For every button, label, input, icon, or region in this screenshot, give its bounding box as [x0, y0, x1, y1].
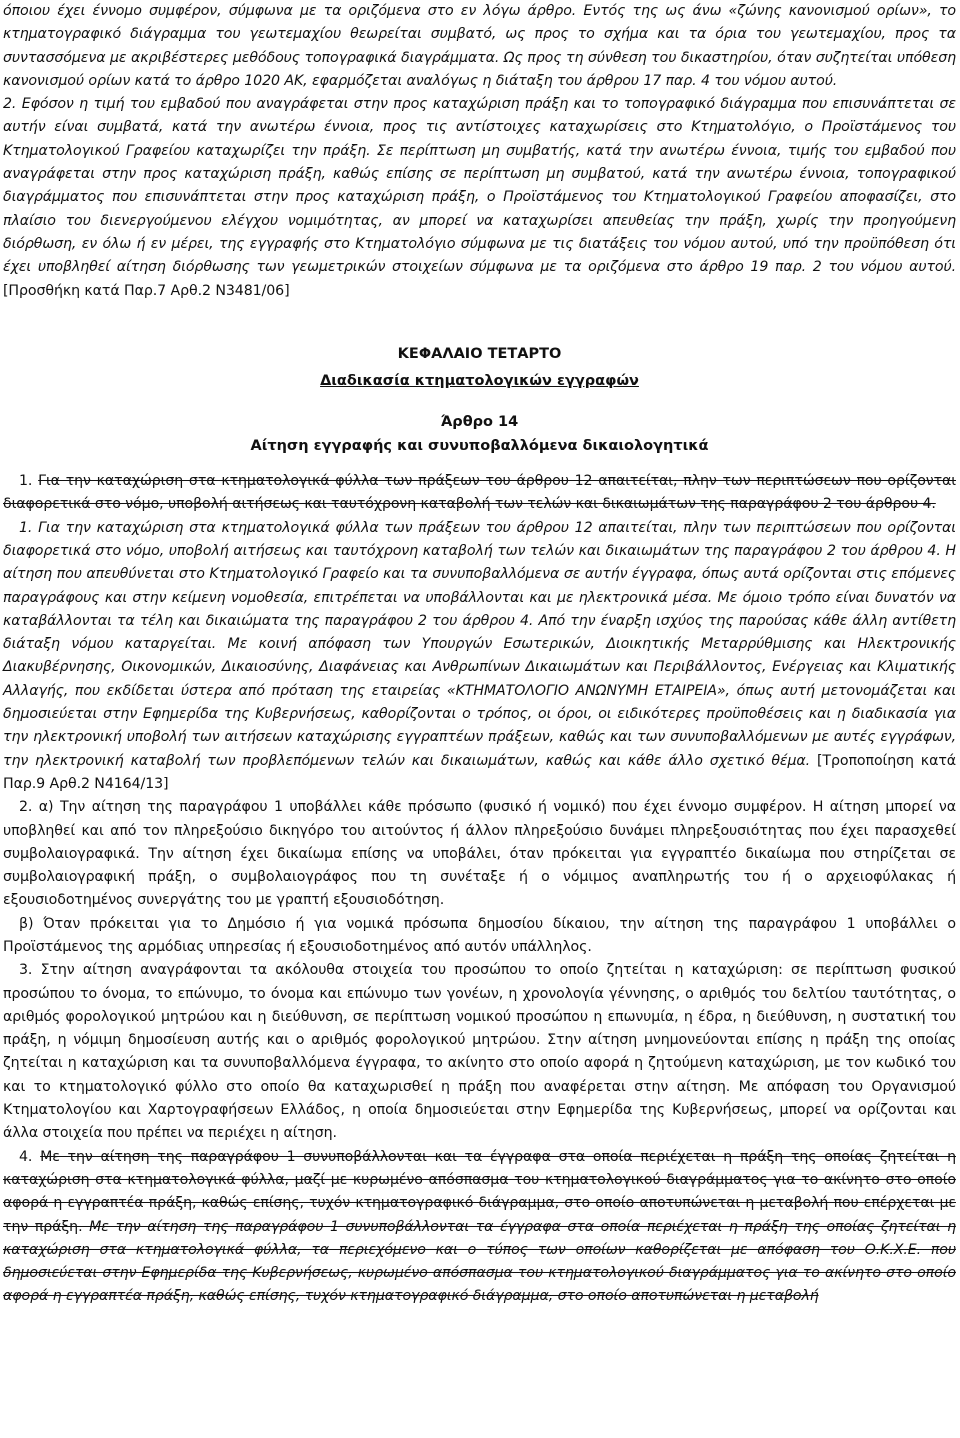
amendment-note: [Τροποποίηση κατά Παρ.9 Αρθ.2 Ν4164/13] — [3, 752, 957, 792]
article-p1-deleted — [3, 470, 956, 517]
deleted-text: Για την καταχώριση στα κτηματολογικά φύλλα των πράξεων του άρθρου 12 απαιτείται, πλην των περιπτώσεων που ορίζονται διαφορετικά στο νόμο, υποβολή αιτήσεως και ταυτόχρονη καταβολή των τελών και δικαιωμάτων της παραγράφου 2 του άρθρου 4. — [3, 473, 956, 513]
paragraph-text: 2. Εφόσον η τιμή του εμβαδού που αναγράφεται στην προς καταχώριση πράξη και το τοπογραφικό διάγραμμα που επισυνάπτεται σε αυτήν είναι συμβατά, κατά την ανωτέρω έννοια, προς τις αντίστοιχες καταχωρίσεις στο Κτηματολόγιο, ο Προϊστάμενος του Κτηματολογικού Γραφείου καταχωρίζει την πράξη. Σε περίπτωση μη συμβατής, κατά την ανωτέρω έννοια, τιμής του εμβαδού που αναγράφεται στην προς καταχώριση πράξη, καθώς επίσης σε περίπτωση μη συμβατού, κατά την ανωτέρω έννοια, τοπογραφικού διαγράμματος που επισυνάπτεται στην προς καταχώριση πράξη, ο Προϊστάμενος του Κτηματολογικού Γραφείου αποφασίζει, στο πλαίσιο του διενεργούμενου ελέγχου νομιμότητας, αν μπορεί να καταχωρίσει απευθείας την πράξη, χωρίς την προηγούμενη διόρθωση, εν όλω ή εν μέρει, της εγγραφής στο Κτηματολόγιο σύμφωνα με τις διατάξεις του νόμου αυτού, υπό την προϋπόθεση ότι έχει υποβληθεί αίτηση διόρθωσης των γεωμετρικών στοιχείων σύμφωνα με τα οριζόμενα στο άρθρο 19 παρ. 2 του νόμου αυτού. — [3, 96, 956, 276]
paragraph-2 — [3, 93, 956, 303]
deleted-text-italic: Με την αίτηση της παραγράφου 1 συνυποβάλλονται τα έγγραφα στα οποία περιέχεται η πράξη της οποίας ζητείται η καταχώριση στα κτηματολογικά φύλλα, τα περιεχόμενο και ο τύπος των οποίων καθορίζεται με απόφαση του Ο.Κ.Χ.Ε. που δημοσιεύεται στην Εφημερίδα της Κυβερνήσεως, κυρωμένο απόσπασμα του κτηματολογικού διαγράμματος για το ακίνητο στο οποίο αφορά η εγγραπτέα πράξη, καθώς επίσης, τυχόν κτηματογραφικό διάγραμμα, στο οποίο αποτυπώνεται η μεταβολή — [3, 1218, 957, 1305]
article-p2a: 2. α) Την αίτηση της παραγράφου 1 υποβάλλει κάθε πρόσωπο (φυσικό ή νομικό) που έχει έννομο συμφέρον. Η αίτηση μπορεί να υποβληθεί και από τον πληρεξούσιο δικηγόρο του αιτούντος ή άλλον πληρεξούσιο δυνάμει πληρεξουσιότητας που έχει παρασχεθεί συμβολαιογραφικά. Την αίτηση έχει δικαίωμα επίσης να υποβάλει, όταν πρόκειται για εγγραπτέο δικαίωμα που στηρίζεται σε συμβολαιογραφική πράξη, ο συμβολαιογράφος που τη συνέταξε ή ο νόμιμος αναπληρωτής του ή ο αρχειοφύλακας ή εξουσιοδοτημένος συνεργάτης του με γραπτή εξουσιοδότηση. — [3, 799, 956, 909]
article-number: Άρθρο 14 — [440, 414, 519, 431]
deleted-text: Με την αίτηση της παραγράφου 1 συνυποβάλλονται και τα έγγραφα στα οποία περιέχεται η πράξη της οποίας ζητείται η καταχώριση στα κτηματολογικά φύλλα, μαζί με κυρωμένο απόσπασμα του κτηματολογικού διαγράμματος για το ακίνητο στο οποίο αφορά η εγγραπτέα πράξη, καθώς επίσης, τυχόν κτηματογραφικό διάγραμμα, στο οποίο αποτυπώνεται η μεταβολή που επέρχεται με την πράξη. — [3, 1148, 956, 1235]
article-p2b: β) Όταν πρόκειται για το Δημόσιο ή για νομικά πρόσωπα δημοσίου δίκαιου, την αίτηση της παραγράφου 1 υποβάλλει ο Προϊστάμενος της αρμόδιας υπηρεσίας ή εξουσιοδοτημένος από αυτόν υπάλληλος. — [3, 915, 956, 955]
chapter-subtitle — [3, 370, 956, 393]
document-page — [3, 0, 956, 1309]
chapter-subtitle-text: Διαδικασία κτηματολογικών εγγραφών — [320, 373, 639, 390]
paragraph-number: 1. — [19, 473, 39, 490]
spacer — [3, 303, 956, 327]
chapter-title: ΚΕΦΑΛΑΙΟ ΤΕΤΑΡΤΟ — [397, 345, 562, 362]
paragraph-continuation — [3, 0, 956, 93]
article-p1-amended — [3, 517, 956, 797]
article-p4 — [3, 1146, 956, 1309]
paragraph-text: 1. Για την καταχώριση στα κτηματολογικά φύλλα των πράξεων του άρθρου 12 απαιτείται, πλην των περιπτώσεων που ορίζονται διαφορετικά στο νόμο, υποβολή αιτήσεως και ταυτόχρονη καταβολή των τελών και δικαιωμάτων της παραγράφου 2 του άρθρου 4. Η αίτηση που απευθύνεται στο Κτηματολογικό Γραφείο και τα συνυποβαλλόμενα σε αυτήν έγγραφα, όπως αυτά ορίζονται στις επόμενες παραγράφους και στην κείμενη νομοθεσία, επιτρέπεται να υποβάλλονται και με ηλεκτρονικά μέσα. Με όμοιο τρόπο είναι δυνατόν να καταβάλλονται τα τέλη και δικαιώματα της παραγράφου 2 του άρθρου 4. Από την έναρξη ισχύος της παρούσας κάθε άλλη αντίθετη διάταξη νόμου καταργείται. Με κοινή απόφαση των Υπουργών Εσωτερικών, Διοικητικής Μεταρρύθμισης και Ηλεκτρονικής Διακυβέρνησης, Οικονομικών, Δικαιοσύνης, Διαφάνειας και Ανθρωπίνων Δικαιωμάτων και Περιβάλλοντος, Ενέργειας και Κλιματικής Αλλαγής, που εκδίδεται ύστερα από πρόταση της εταιρείας «ΚΤΗΜΑΤΟΛΟΓΙΟ ΑΝΩΝΥΜΗ ΕΤΑΙΡΕΙΑ», όπως αυτή μετονομάζεται και δημοσιεύεται στην Εφημερίδα της Κυβερνήσεως, καθορίζονται ο τρόπος, οι όροι, οι ειδικότερες προϋποθέσεις και η διαδικασία για την ηλεκτρονική υποβολή των αιτήσεων καταχώρισης εγγραπτέων πράξεων, καθώς και των συνυποβαλλόμενων με αυτές εγγράφων, την ηλεκτρονική καταβολή των προβλεπόμενων τελών και δικαιωμάτων, καθώς και κάθε άλλο σχετικό θέμα. — [3, 519, 956, 769]
paragraph-number: 4. — [19, 1148, 41, 1165]
article-title: Αίτηση εγγραφής και συνυποβαλλόμενα δικαιολογητικά — [250, 437, 709, 454]
article-p3: 3. Στην αίτηση αναγράφονται τα ακόλουθα στοιχεία του προσώπου το οποίο ζητείται η καταχώριση: σε περίπτωση φυσικού προσώπου το όνομα, το επώνυμο, το όνομα και επώνυμο των γονέων, η χρονολογία γέννησης, ο αριθμός του δελτίου ταυτότητας, ο αριθμός φορολογικού μητρώου και η διεύθυνση, σε περίπτωση νομικού προσώπου η επωνυμία, η έδρα, η διεύθυνση, η συστατική του πράξη, η νόμιμη δημοσίευση αυτής και ο αριθμός φορολογικού μητρώου. Στην αίτηση μνημονεύονται επίσης η πράξη της οποίας ζητείται η καταχώριση και τα συνυποβαλλόμενα έγγραφα, το ακίνητο στο οποίο αφορά η ζητούμενη καταχώριση, με τον κωδικό του και το κτηματολογικό φύλλο στο οποίο θα καταχωρισθεί η πράξη που αναφέρεται στην αίτηση. Με απόφαση του Οργανισμού Κτηματολογίου και Χαρτογραφήσεων Ελλάδος, η οποία δημοσιεύεται στην Εφημερίδα της Κυβερνήσεως, μπορεί να ορίζονται και άλλα στοιχεία που πρέπει να περιέχει η αίτηση. — [3, 962, 956, 1142]
amendment-note: [Προσθήκη κατά Παρ.7 Αρθ.2 Ν3481/06] — [3, 282, 290, 299]
paragraph-text: όποιου έχει έννομο συμφέρον, σύμφωνα με τα οριζόμενα στο εν λόγω άρθρο. Εντός της ως άνω «ζώνης κανονισμού ορίων», το κτηματογραφικό διάγραμμα του γεωτεμαχίου θεωρείται συμβατό, ως προς το σχήμα και τα όρια του γεωτεμαχίου, προς τα συντασσόμενα με ακριβέστερες μεθόδους τοπογραφικά διαγράμματα. Ως προς τη σύνθεση του δικαστηρίου, όταν συζητείται υπόθεση κανονισμού ορίων κατά το άρθρο 1020 ΑΚ, εφαρμόζεται αναλόγως η διάταξη του άρθρου 17 παρ. 4 του νόμου αυτού. — [3, 3, 956, 89]
